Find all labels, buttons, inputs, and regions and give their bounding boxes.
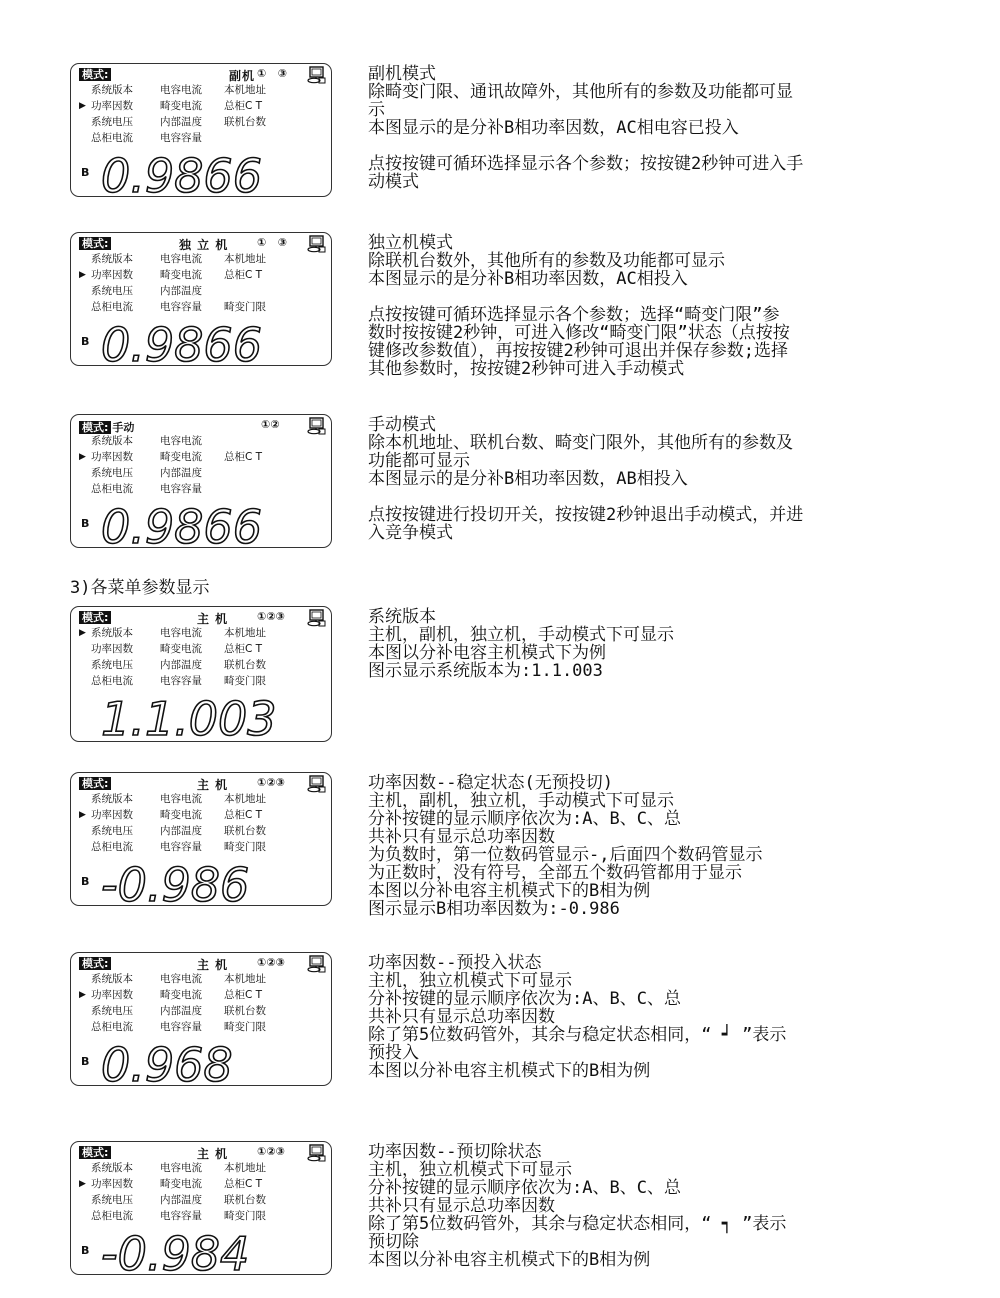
label-distortion-limit: 畸变门限 (224, 301, 266, 313)
label-total-ct: 总柜C T (224, 643, 263, 655)
label-local-addr: 本机地址 (224, 1162, 266, 1174)
mode-name: 主 机 (197, 1147, 229, 1161)
label-cap-current: 电容电流 (160, 1162, 202, 1174)
mode-tag: 模式: (79, 421, 111, 434)
description-line: 分补按键的显示顺序依次为:A、B、C、总 (368, 809, 681, 829)
mode-tag: 模式: (79, 957, 111, 970)
description-title: 功率因数--预投入状态 (368, 953, 542, 973)
label-total-ct: 总柜C T (224, 1178, 263, 1190)
description-line: 主机，独立机模式下可显示 (368, 971, 572, 991)
label-linked-units: 联机台数 (224, 825, 266, 837)
label-cap-capacity: 电容容量 (160, 1021, 202, 1033)
label-sys-version: 系统版本 (91, 253, 133, 265)
mode-tag: 模式: (79, 611, 111, 624)
description-title: 副机模式 (368, 64, 436, 84)
description-lines (368, 252, 928, 288)
label-distortion-current: 畸变电流 (160, 989, 202, 1001)
description-line: 共补只有显示总功率因数 (368, 827, 555, 847)
description-line: 图示显示B相功率因数为:-0.986 (368, 899, 620, 919)
mode-name: 主 机 (197, 612, 229, 626)
label-power-factor: 功率因数 (91, 451, 133, 463)
label-distortion-limit: 畸变门限 (224, 841, 266, 853)
description-line: 点按按键可循环选择显示各个参数；按按键2秒钟可进入手 (368, 154, 804, 174)
label-total-current: 总柜电流 (91, 841, 133, 853)
segment-readout (101, 857, 316, 912)
label-total-ct: 总柜C T (224, 989, 263, 1001)
label-internal-temp: 内部温度 (160, 285, 202, 297)
mode-indicator (79, 1146, 112, 1159)
group-indicators: ①②③ (257, 956, 285, 969)
label-cap-current: 电容电流 (160, 253, 202, 265)
readout-value-3: 0.9866 (101, 500, 262, 554)
description-line: 示 (368, 100, 385, 120)
description-line: 主机，独立机模式下可显示 (368, 1160, 572, 1180)
label-internal-temp: 内部温度 (160, 825, 202, 837)
label-distortion-current: 畸变电流 (160, 451, 202, 463)
description-line: 主机，副机，独立机，手动模式下可显示 (368, 625, 674, 645)
description-lines (368, 434, 928, 488)
description-line: 图示显示系统版本为:1.1.003 (368, 661, 603, 681)
label-distortion-limit: 畸变门限 (224, 675, 266, 687)
label-distortion-current: 畸变电流 (160, 100, 202, 112)
mode-indicator (79, 237, 112, 250)
segment-readout (101, 1037, 316, 1092)
readout-value-2: 0.9866 (101, 318, 262, 372)
label-sys-voltage: 系统电压 (91, 1194, 133, 1206)
description-line: 为正数时，没有符号，全部五个数码管都用于显示 (368, 863, 742, 883)
label-cap-capacity: 电容容量 (160, 1210, 202, 1222)
group-indicators: ①②③ (257, 610, 285, 623)
label-sys-version: 系统版本 (91, 1162, 133, 1174)
label-total-ct: 总柜C T (224, 269, 263, 281)
mode-tag: 模式: (79, 777, 111, 790)
label-cap-capacity: 电容容量 (160, 132, 202, 144)
description-line: 除畸变门限、通讯故障外，其他所有的参数及功能都可显 (368, 82, 793, 102)
selection-arrow-icon: ▶ (79, 1179, 86, 1189)
mode-indicator (79, 777, 112, 790)
description-line: 分补按键的显示顺序依次为:A、B、C、总 (368, 989, 681, 1009)
label-sys-voltage: 系统电压 (91, 467, 133, 479)
segment-readout (101, 317, 316, 372)
mode-name: 独 立 机 (179, 238, 229, 252)
mode-indicator (79, 419, 134, 435)
label-local-addr: 本机地址 (224, 973, 266, 985)
description-lines (368, 83, 928, 137)
description-title: 独立机模式 (368, 233, 453, 253)
label-power-factor: 功率因数 (91, 1178, 133, 1190)
description-lines (368, 626, 928, 680)
selection-arrow-icon: ▶ (79, 628, 86, 638)
description-title: 系统版本 (368, 607, 436, 627)
label-sys-voltage: 系统电压 (91, 285, 133, 297)
readout-value-5: -0.986 (101, 858, 250, 912)
readout-value-1: 0.9866 (101, 149, 262, 203)
label-cap-capacity: 电容容量 (160, 675, 202, 687)
group-indicators: ① ③ (257, 67, 288, 80)
description-line: 本图以分补电容主机模式下为例 (368, 643, 606, 663)
label-total-current: 总柜电流 (91, 301, 133, 313)
section-title: 3)各菜单参数显示 (70, 578, 210, 598)
label-total-current: 总柜电流 (91, 132, 133, 144)
phase-label: B (81, 1055, 90, 1068)
label-linked-units: 联机台数 (224, 1005, 266, 1017)
computer-icon (307, 775, 327, 793)
description-line: 预投入 (368, 1043, 419, 1063)
computer-icon (307, 955, 327, 973)
description-lines (368, 1161, 928, 1269)
label-power-factor: 功率因数 (91, 100, 133, 112)
description-line: 其他参数时，按按键2秒钟可进入手动模式 (368, 359, 685, 379)
mode-name: 主 机 (197, 958, 229, 972)
description-line: 本图以分补电容主机模式下的B相为例 (368, 1250, 651, 1270)
panel-description (368, 774, 928, 918)
label-sys-version: 系统版本 (91, 84, 133, 96)
segment-readout (101, 1226, 316, 1281)
phase-label: B (81, 875, 90, 888)
description-line: 本图以分补电容主机模式下的B相为例 (368, 1061, 651, 1081)
description-line: 数时按按键2秒钟，可进入修改“畸变门限”状态（点按按 (368, 323, 790, 343)
label-internal-temp: 内部温度 (160, 467, 202, 479)
panel-description (368, 954, 928, 1080)
label-cap-capacity: 电容容量 (160, 483, 202, 495)
label-total-ct: 总柜C T (224, 100, 263, 112)
segment-readout (101, 148, 316, 203)
label-distortion-current: 畸变电流 (160, 1178, 202, 1190)
phase-label: B (81, 335, 90, 348)
phase-label: B (81, 517, 90, 530)
label-sys-version: 系统版本 (91, 793, 133, 805)
label-total-current: 总柜电流 (91, 675, 133, 687)
label-total-current: 总柜电流 (91, 1021, 133, 1033)
readout-value-7: -0.984 (101, 1227, 250, 1281)
label-distortion-current: 畸变电流 (160, 269, 202, 281)
group-indicators: ①②③ (257, 1145, 285, 1158)
group-indicators: ① ③ (257, 236, 288, 249)
selection-arrow-icon: ▶ (79, 270, 86, 280)
description-line: 共补只有显示总功率因数 (368, 1007, 555, 1027)
description-line: 本图显示的是分补B相功率因数，AC相投入 (368, 269, 688, 289)
segment-readout (101, 499, 316, 554)
label-sys-version: 系统版本 (91, 435, 133, 447)
panel-description (368, 65, 928, 191)
mode-tag: 模式: (79, 1146, 111, 1159)
panel-description (368, 1143, 928, 1269)
description-lines (368, 972, 928, 1080)
lcd-display-7 (70, 1141, 332, 1281)
description-line: 点按按键进行投切开关，按按键2秒钟退出手动模式，并进 (368, 505, 804, 525)
description-line: 分补按键的显示顺序依次为:A、B、C、总 (368, 1178, 681, 1198)
mode-indicator (79, 68, 112, 81)
lcd-display-3 (70, 414, 332, 554)
label-power-factor: 功率因数 (91, 269, 133, 281)
label-internal-temp: 内部温度 (160, 659, 202, 671)
mode-tag: 模式: (79, 237, 111, 250)
label-sys-voltage: 系统电压 (91, 1005, 133, 1017)
mode-indicator (79, 611, 112, 624)
computer-icon (307, 235, 327, 253)
group-indicators: ①② (261, 418, 280, 431)
panel-description (368, 608, 928, 680)
label-cap-current: 电容电流 (160, 627, 202, 639)
description-line: 为负数时，第一位数码管显示-,后面四个数码管显示 (368, 845, 763, 865)
description-line: 除了第5位数码管外，其余与稳定状态相同，“ ┙ ”表示 (368, 1025, 787, 1045)
description-title: 手动模式 (368, 415, 436, 435)
label-cap-capacity: 电容容量 (160, 301, 202, 313)
description-title: 功率因数--稳定状态(无预投切) (368, 773, 613, 793)
computer-icon (307, 417, 327, 435)
selection-arrow-icon: ▶ (79, 990, 86, 1000)
label-distortion-limit: 畸变门限 (224, 1210, 266, 1222)
computer-icon (307, 609, 327, 627)
description-line: 功能都可显示 (368, 451, 470, 471)
phase-label: B (81, 1244, 90, 1257)
label-cap-capacity: 电容容量 (160, 841, 202, 853)
label-local-addr: 本机地址 (224, 793, 266, 805)
label-internal-temp: 内部温度 (160, 1194, 202, 1206)
mode-tag: 模式: (79, 68, 111, 81)
description-line: 点按按键可循环选择显示各个参数；选择“畸变门限”参 (368, 305, 780, 325)
computer-icon (307, 1144, 327, 1162)
label-total-current: 总柜电流 (91, 1210, 133, 1222)
description-line: 键修改参数值），再按按键2秒钟可退出并保存参数;选择 (368, 341, 788, 361)
label-cap-current: 电容电流 (160, 973, 202, 985)
label-total-current: 总柜电流 (91, 483, 133, 495)
description-lines-extra (368, 306, 928, 378)
label-sys-version: 系统版本 (91, 973, 133, 985)
computer-icon (307, 66, 327, 84)
readout-value-4: 1.1.003 (101, 692, 277, 746)
label-total-ct: 总柜C T (224, 809, 263, 821)
label-local-addr: 本机地址 (224, 627, 266, 639)
description-lines-extra (368, 155, 928, 191)
description-line: 除了第5位数码管外，其余与稳定状态相同，“ ┑ ”表示 (368, 1214, 787, 1234)
label-internal-temp: 内部温度 (160, 1005, 202, 1017)
description-line: 主机，副机，独立机，手动模式下可显示 (368, 791, 674, 811)
label-linked-units: 联机台数 (224, 659, 266, 671)
label-sys-voltage: 系统电压 (91, 659, 133, 671)
label-sys-version: 系统版本 (91, 627, 133, 639)
panel-description (368, 416, 928, 542)
lcd-display-5 (70, 772, 332, 912)
label-total-ct: 总柜C T (224, 451, 263, 463)
mode-text: 手动 (112, 421, 135, 434)
description-line: 共补只有显示总功率因数 (368, 1196, 555, 1216)
label-sys-voltage: 系统电压 (91, 116, 133, 128)
lcd-display-1 (70, 63, 332, 203)
description-line: 动模式 (368, 172, 419, 192)
mode-name: 主 机 (197, 778, 229, 792)
description-line: 本图以分补电容主机模式下的B相为例 (368, 881, 651, 901)
label-internal-temp: 内部温度 (160, 116, 202, 128)
selection-arrow-icon: ▶ (79, 810, 86, 820)
label-cap-current: 电容电流 (160, 84, 202, 96)
label-distortion-current: 畸变电流 (160, 643, 202, 655)
mode-name: 副机 (229, 69, 256, 83)
description-lines (368, 792, 928, 918)
label-cap-current: 电容电流 (160, 435, 202, 447)
group-indicators: ①②③ (257, 776, 285, 789)
selection-arrow-icon: ▶ (79, 101, 86, 111)
mode-indicator (79, 957, 112, 970)
description-line: 除联机台数外，其他所有的参数及功能都可显示 (368, 251, 725, 271)
label-cap-current: 电容电流 (160, 793, 202, 805)
panel-description (368, 234, 928, 378)
label-linked-units: 联机台数 (224, 1194, 266, 1206)
selection-arrow-icon: ▶ (79, 452, 86, 462)
description-line: 本图显示的是分补B相功率因数，AB相投入 (368, 469, 688, 489)
description-title: 功率因数--预切除状态 (368, 1142, 542, 1162)
description-line: 本图显示的是分补B相功率因数，AC相电容已投入 (368, 118, 739, 138)
label-local-addr: 本机地址 (224, 84, 266, 96)
readout-value-6: 0.968 (101, 1038, 233, 1092)
segment-readout (101, 691, 316, 746)
phase-label: B (81, 166, 90, 179)
label-power-factor: 功率因数 (91, 643, 133, 655)
label-sys-voltage: 系统电压 (91, 825, 133, 837)
description-line: 除本机地址、联机台数、畸变门限外，其他所有的参数及 (368, 433, 793, 453)
label-distortion-limit: 畸变门限 (224, 1021, 266, 1033)
description-lines-extra (368, 506, 928, 542)
label-linked-units: 联机台数 (224, 116, 266, 128)
label-power-factor: 功率因数 (91, 989, 133, 1001)
lcd-display-6 (70, 952, 332, 1092)
description-line: 预切除 (368, 1232, 419, 1252)
label-power-factor: 功率因数 (91, 809, 133, 821)
lcd-display-4 (70, 606, 332, 746)
label-distortion-current: 畸变电流 (160, 809, 202, 821)
description-line: 入竞争模式 (368, 523, 453, 543)
label-local-addr: 本机地址 (224, 253, 266, 265)
lcd-display-2 (70, 232, 332, 372)
